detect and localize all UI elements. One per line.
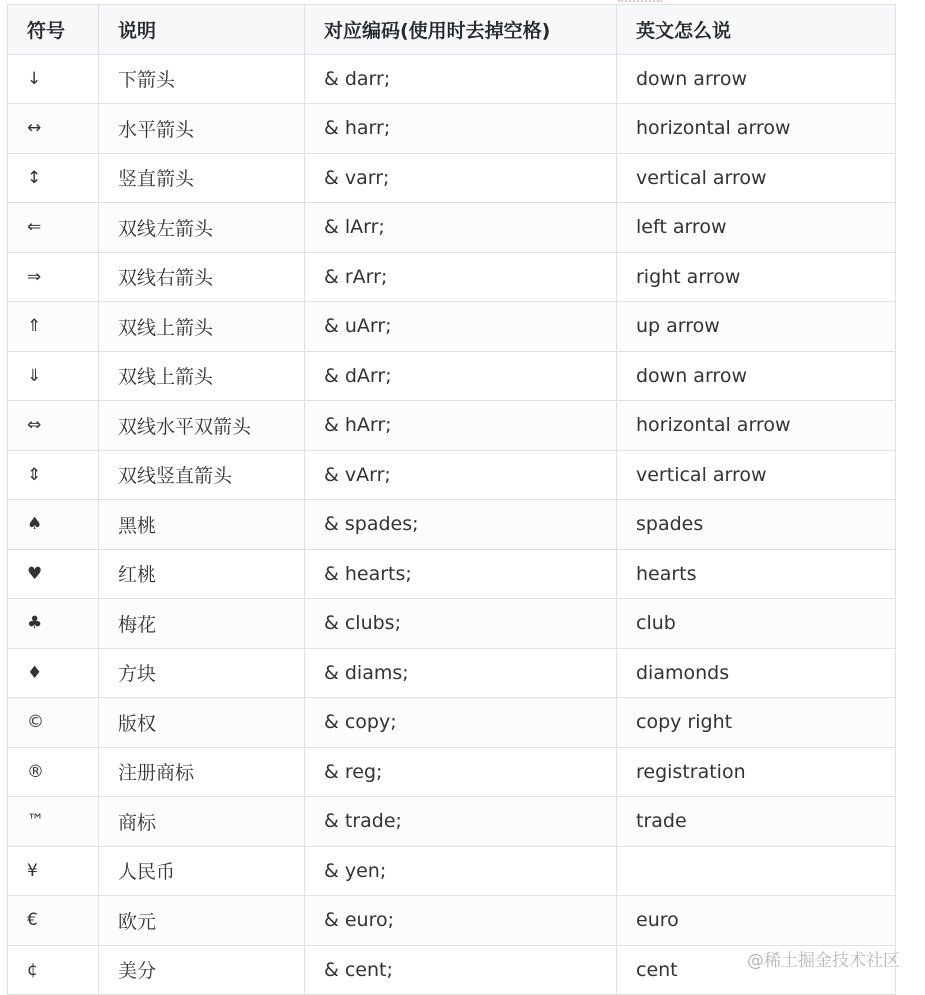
table-row: [8, 797, 896, 847]
table-row: [8, 54, 896, 104]
cell-symbol: ©: [8, 698, 99, 748]
cell-symbol: ⇔: [8, 401, 99, 451]
cell-english: down arrow: [617, 54, 896, 104]
cell-code: & yen;: [305, 846, 617, 896]
cell-symbol: ®: [8, 747, 99, 797]
cell-symbol: ♥: [8, 549, 99, 599]
cell-code: & reg;: [305, 747, 617, 797]
cell-description: 梅花: [99, 599, 305, 649]
cell-code: & hearts;: [305, 549, 617, 599]
table-row: [8, 549, 896, 599]
table-row: [8, 351, 896, 401]
cell-symbol: ¥: [8, 846, 99, 896]
cell-code: & rArr;: [305, 252, 617, 302]
cell-description: 双线竖直箭头: [99, 450, 305, 500]
cell-description: 红桃: [99, 549, 305, 599]
cell-english: trade: [617, 797, 896, 847]
table-header: [8, 5, 896, 55]
cell-code: & harr;: [305, 104, 617, 154]
table-row: [8, 599, 896, 649]
table-row: [8, 302, 896, 352]
cell-english: copy right: [617, 698, 896, 748]
table-row: [8, 104, 896, 154]
cell-code: & vArr;: [305, 450, 617, 500]
cell-symbol: ⇐: [8, 203, 99, 253]
cell-code: & darr;: [305, 54, 617, 104]
cell-english: horizontal arrow: [617, 104, 896, 154]
cell-code: & clubs;: [305, 599, 617, 649]
table-row: [8, 747, 896, 797]
table-row: [8, 401, 896, 451]
cell-description: 商标: [99, 797, 305, 847]
table-row: [8, 450, 896, 500]
cell-description: 下箭头: [99, 54, 305, 104]
table-row: [8, 252, 896, 302]
table-body: [8, 54, 896, 995]
cell-symbol: ⇒: [8, 252, 99, 302]
cell-code: & dArr;: [305, 351, 617, 401]
header-english: 英文怎么说: [617, 5, 896, 55]
cell-english: diamonds: [617, 648, 896, 698]
cell-symbol: ¢: [8, 945, 99, 995]
cell-description: 黑桃: [99, 500, 305, 550]
header-row: [8, 5, 896, 55]
table-row: [8, 203, 896, 253]
header-symbol: 符号: [8, 5, 99, 55]
cell-symbol: ↕: [8, 153, 99, 203]
cell-code: & cent;: [305, 945, 617, 995]
cell-symbol: ⇓: [8, 351, 99, 401]
cell-code: & hArr;: [305, 401, 617, 451]
cell-symbol: ♠: [8, 500, 99, 550]
cell-english: vertical arrow: [617, 450, 896, 500]
cell-english: up arrow: [617, 302, 896, 352]
entity-table-container: [7, 4, 895, 995]
cell-code: & euro;: [305, 896, 617, 946]
table-row: [8, 896, 896, 946]
cell-description: 双线右箭头: [99, 252, 305, 302]
watermark: @稀土掘金技术社区: [747, 951, 900, 971]
cell-code: & diams;: [305, 648, 617, 698]
header-code: 对应编码(使用时去掉空格): [305, 5, 617, 55]
cell-description: 双线水平双箭头: [99, 401, 305, 451]
cell-english: club: [617, 599, 896, 649]
cell-description: 注册商标: [99, 747, 305, 797]
cell-description: 欧元: [99, 896, 305, 946]
cell-description: 人民币: [99, 846, 305, 896]
cell-symbol: ™: [8, 797, 99, 847]
cell-description: 竖直箭头: [99, 153, 305, 203]
cell-code: & lArr;: [305, 203, 617, 253]
cell-symbol: ⇑: [8, 302, 99, 352]
cell-english: euro: [617, 896, 896, 946]
cell-english: registration: [617, 747, 896, 797]
cell-english: right arrow: [617, 252, 896, 302]
cell-english: spades: [617, 500, 896, 550]
table-row: [8, 153, 896, 203]
cell-code: & copy;: [305, 698, 617, 748]
cell-description: 双线上箭头: [99, 351, 305, 401]
table-row: [8, 846, 896, 896]
header-description: 说明: [99, 5, 305, 55]
cell-description: 方块: [99, 648, 305, 698]
cell-description: 双线上箭头: [99, 302, 305, 352]
cell-english: hearts: [617, 549, 896, 599]
table-row: [8, 648, 896, 698]
cell-code: & spades;: [305, 500, 617, 550]
cell-english: horizontal arrow: [617, 401, 896, 451]
cell-english: cent: [617, 945, 896, 995]
cell-symbol: ♣: [8, 599, 99, 649]
cell-description: 双线左箭头: [99, 203, 305, 253]
cell-symbol: ↔: [8, 104, 99, 154]
cell-code: & varr;: [305, 153, 617, 203]
cell-english: down arrow: [617, 351, 896, 401]
cell-english: vertical arrow: [617, 153, 896, 203]
cell-english: [617, 846, 896, 896]
cell-description: 版权: [99, 698, 305, 748]
table-row: [8, 698, 896, 748]
cell-symbol: ⇕: [8, 450, 99, 500]
table-row: [8, 500, 896, 550]
cell-description: 美分: [99, 945, 305, 995]
cell-code: & trade;: [305, 797, 617, 847]
cell-symbol: ↓: [8, 54, 99, 104]
cell-description: 水平箭头: [99, 104, 305, 154]
cell-code: & uArr;: [305, 302, 617, 352]
cell-symbol: ♦: [8, 648, 99, 698]
cell-symbol: €: [8, 896, 99, 946]
cell-english: left arrow: [617, 203, 896, 253]
entity-table: [7, 4, 896, 995]
